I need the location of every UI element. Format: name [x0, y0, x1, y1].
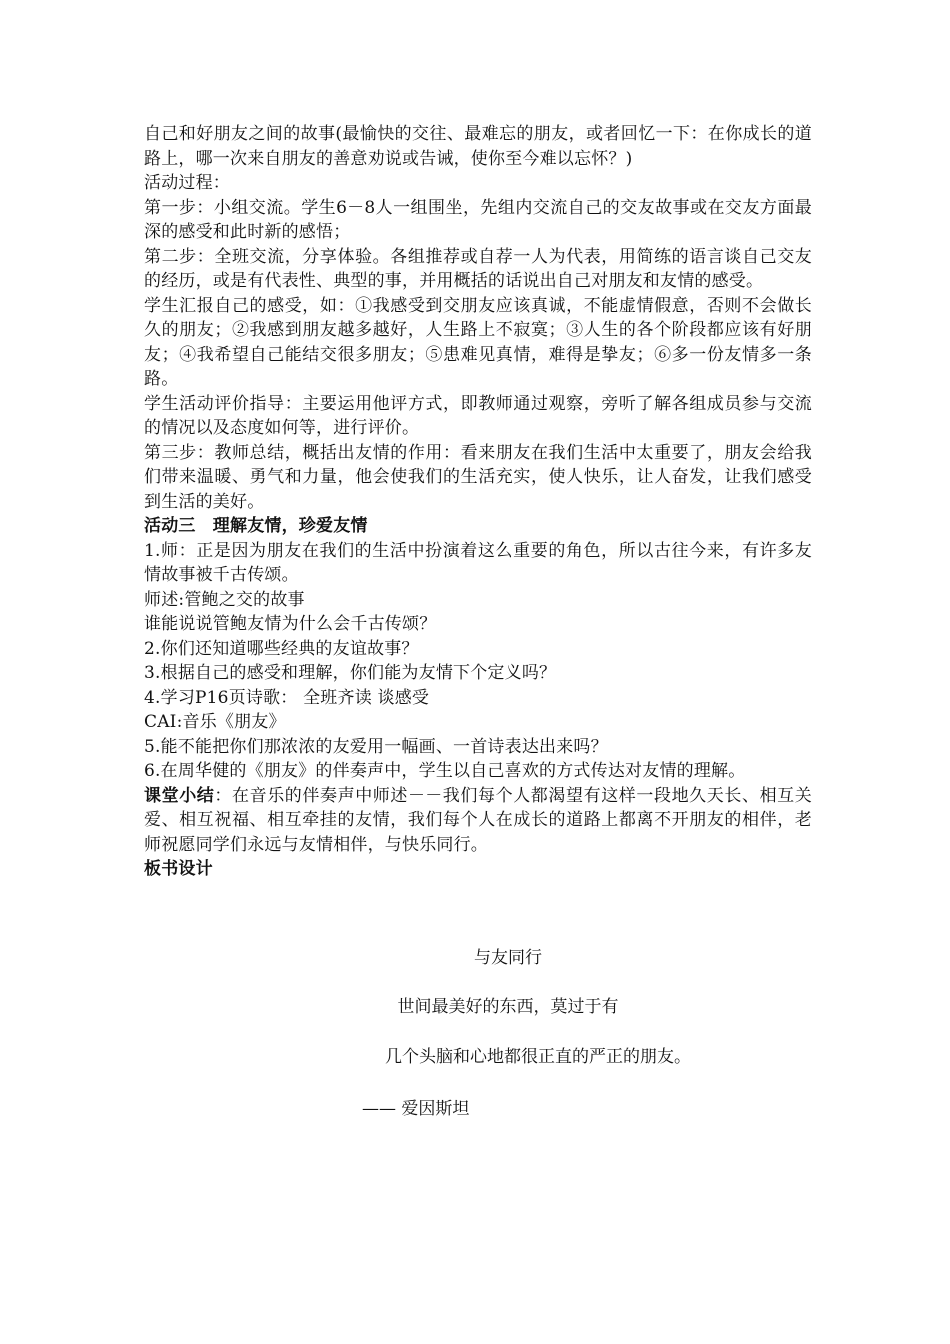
- item-2: 2.你们还知道哪些经典的友谊故事？: [144, 638, 419, 659]
- item-3: 3.根据自己的感受和理解，你们能为友情下个定义吗？: [144, 663, 557, 683]
- item-cai: CAI:音乐《朋友》: [144, 712, 286, 732]
- section-title: 活动三 理解友情，珍爱友情: [144, 516, 368, 536]
- paragraph-step-two: 第二步：全班交流，分享体验。各组推荐或自荐一人为代表，用简练的语言谈自己交友的经历，或是有代表性、典型的事，并用概括的话说出自己对朋友和友情的感受。: [144, 246, 812, 291]
- paragraph-step-three: 第三步：教师总结，概括出友情的作用：看来朋友在我们生活中太重要了，朋友会给我们带来温暖、勇气和力量，他会使我们的生活充实，使人快乐，让人奋发，让我们感受到生活的美好。: [144, 442, 812, 512]
- document-body: [144, 122, 812, 882]
- item-1: 1.师：正是因为朋友在我们的生活中扮演着这么重要的角色，所以古往今来，有许多友情故事被千古传颂。: [144, 540, 812, 585]
- paragraph-student-report: 学生汇报自己的感受，如：①我感受到交朋友应该真诚，不能虚情假意，否则不会做长久的朋友；②我感到朋友越多越好，人生路上不寂寞；③人生的各个阶段都应该有好朋友；④我希望自己能结交很多朋友；⑤患难见真情，难得是挚友；⑥多一份友情多一条路。: [144, 295, 812, 389]
- item-question: 谁能说说管鲍友情为什么会千古传颂？: [144, 614, 437, 634]
- board-attribution: —— 爱因斯坦: [362, 1099, 470, 1119]
- item-6: 6.在周华健的《朋友》的伴奏声中，学生以自己喜欢的方式传达对友情的理解。: [144, 761, 746, 781]
- paragraph-process-label: 活动过程：: [144, 173, 230, 193]
- paragraph-intro: 自己和好朋友之间的故事(最愉快的交往、最难忘的朋友，或者回忆一下：在你成长的道路上，哪一次来自朋友的善意劝说或告诫，使你至今难以忘怀？): [144, 124, 812, 169]
- item-4: 4.学习P16页诗歌： 全班齐读 谈感受: [144, 687, 430, 708]
- summary-label: 课堂小结: [144, 785, 215, 806]
- summary-paragraph: [144, 784, 812, 858]
- paragraph-evaluation: 学生活动评价指导：主要运用他评方式，即教师通过观察，旁听了解各组成员参与交流的情况以及态度如何等，进行评价。: [144, 393, 812, 438]
- board-quote-line-2: 几个头脑和心地都很正直的严正的朋友。: [385, 1047, 691, 1067]
- board-heading: 板书设计: [144, 859, 213, 879]
- board-quote-line-1: 世间最美好的东西，莫过于有: [397, 997, 619, 1017]
- item-story: 师述:管鲍之交的故事: [144, 589, 305, 610]
- paragraph-step-one: 第一步：小组交流。学生6－8人一组围坐，先组内交流自己的交友故事或在交友方面最深的感受和此时新的感悟；: [144, 197, 812, 242]
- item-5: 5.能不能把你们那浓浓的友爱用一幅画、一首诗表达出来吗？: [144, 736, 608, 757]
- board-title: 与友同行: [474, 948, 542, 968]
- summary-text: ：在音乐的伴奏声中师述－－我们每个人都渴望有这样一段地久天长、相互关爱、相互祝福、相互牵挂的友情，我们每个人在成长的道路上都离不开朋友的相伴，老师祝愿同学们永远与友情相伴，与快乐同行。: [144, 785, 812, 855]
